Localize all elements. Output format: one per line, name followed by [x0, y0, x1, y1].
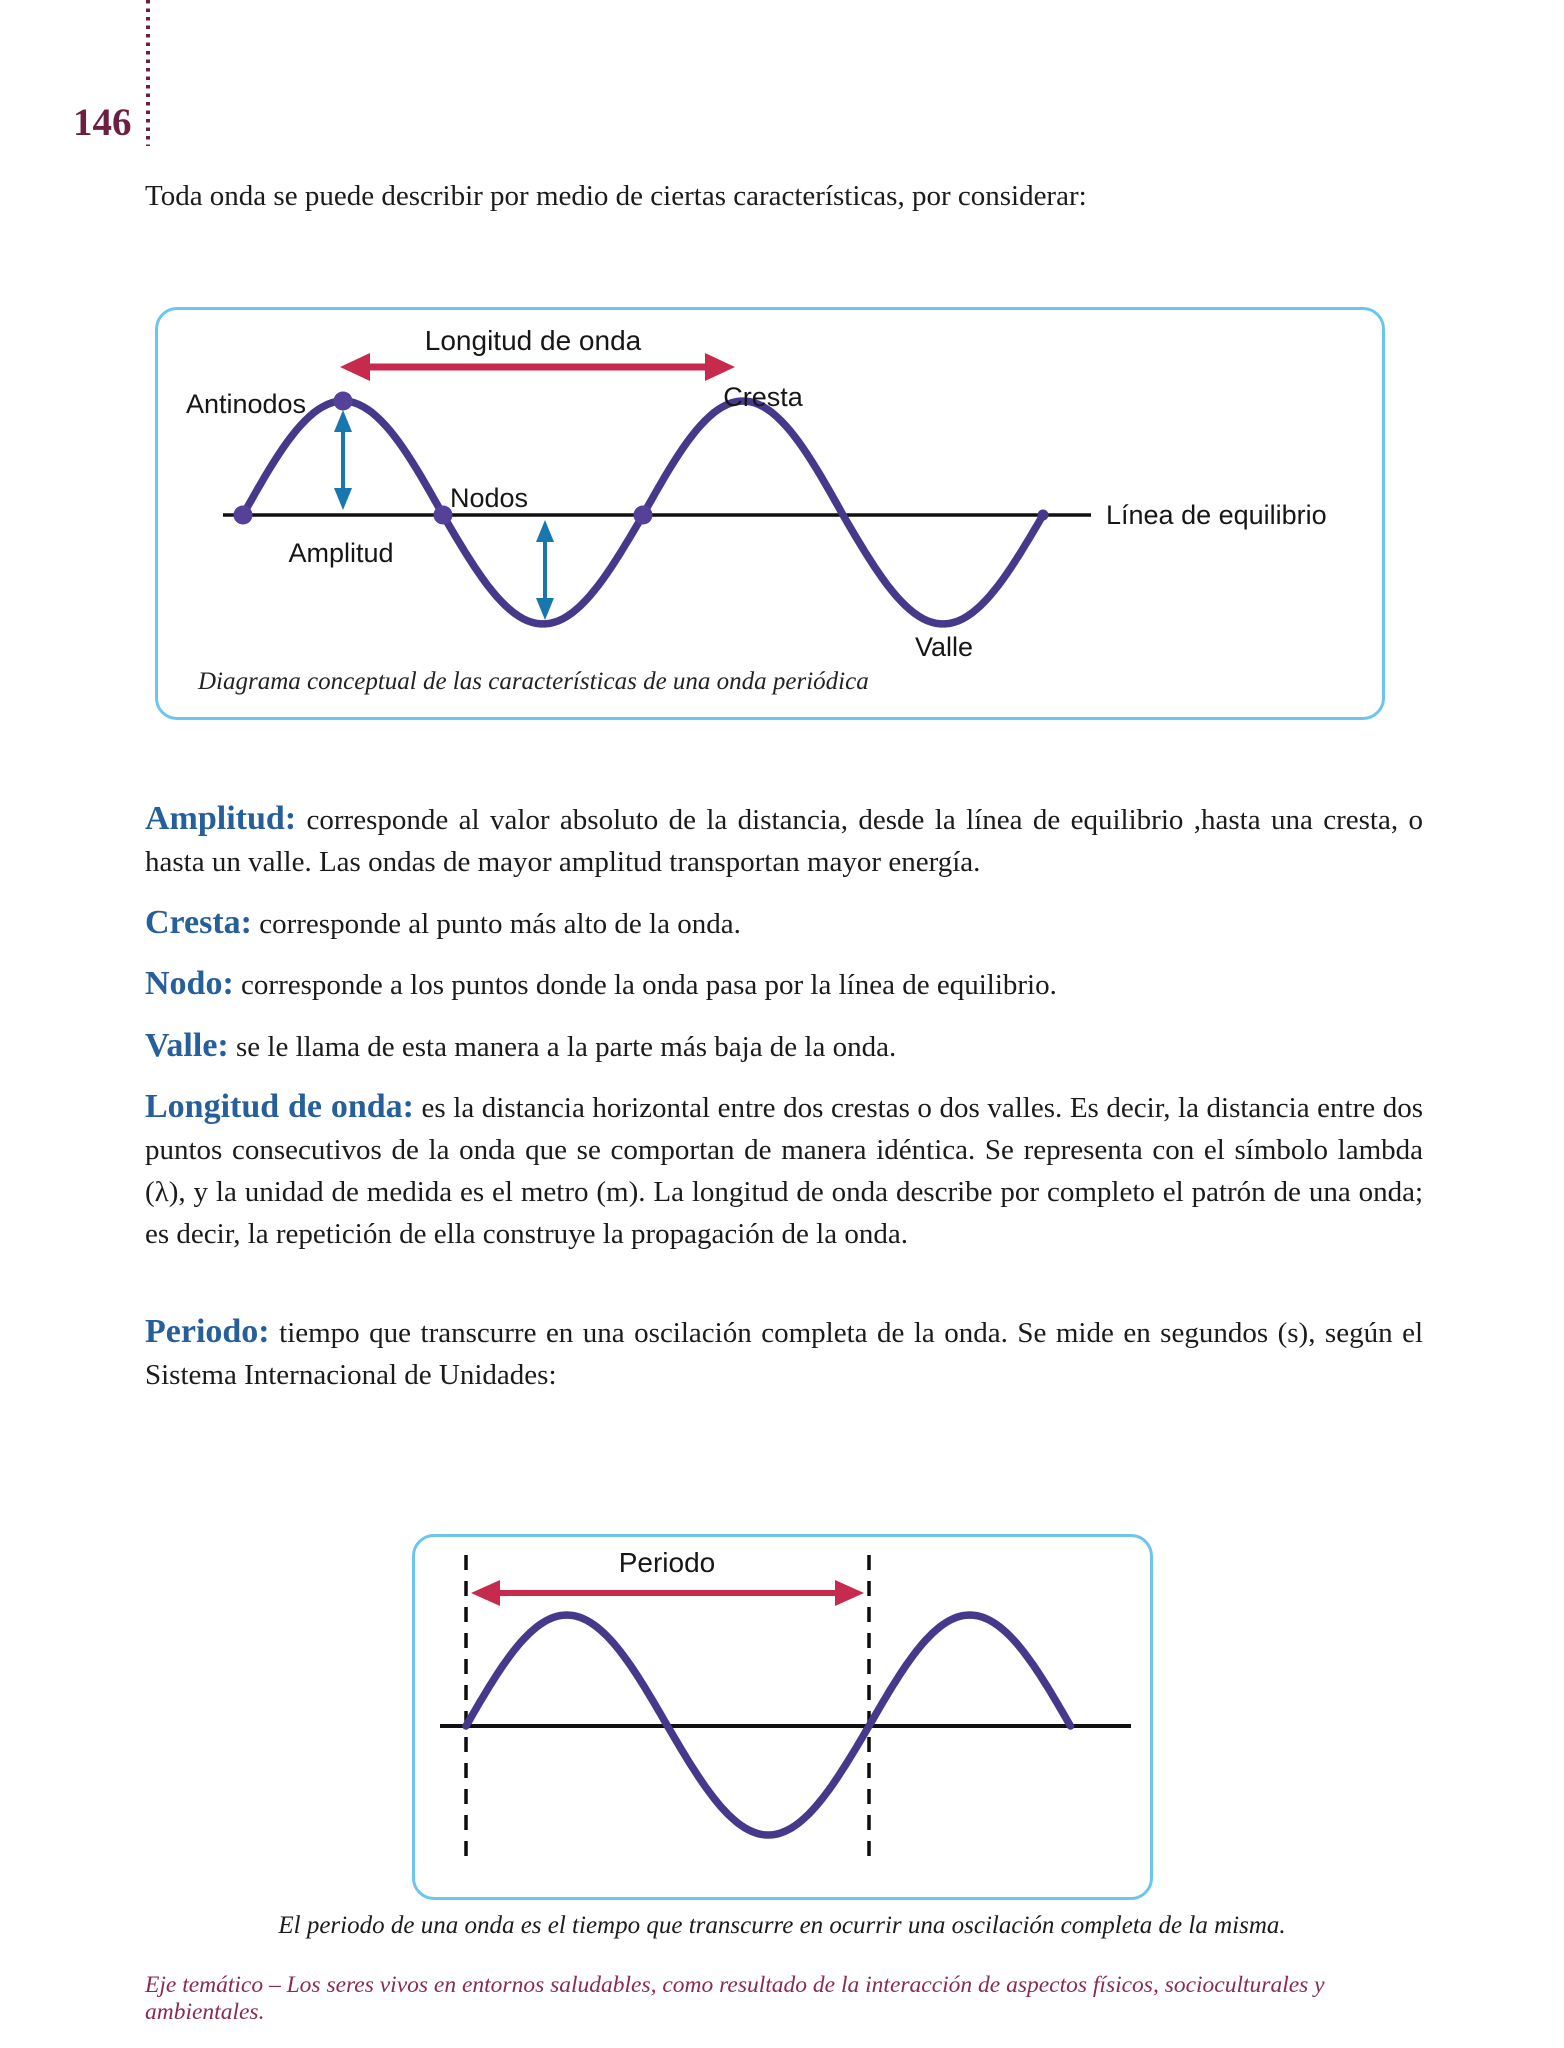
definition-text: corresponde a los puntos donde la onda pasa por la línea de equilibrio.: [241, 969, 1057, 1001]
definition-term: Longitud de onda:: [145, 1088, 414, 1125]
antinode-dot: [334, 392, 353, 411]
definition-longitud-de-onda: [145, 1087, 1423, 1255]
figure2-caption: El periodo de una onda es el tiempo que transcurre en ocurrir una oscilación completa de la misma.: [278, 1912, 1286, 1939]
period-label: Periodo: [618, 1547, 716, 1578]
equilibrium-line-label: Línea de equilibrio: [1106, 500, 1327, 530]
period-arrow: [471, 1580, 864, 1606]
definition-term: Valle:: [145, 1027, 229, 1064]
definition-term: Nodo:: [145, 965, 234, 1002]
nodes-label: Nodos: [450, 483, 529, 513]
definition-valle: [145, 1026, 1423, 1068]
period-figure: [412, 1534, 1153, 1900]
wavelength-label: Longitud de onda: [424, 325, 642, 356]
definition-amplitud: [145, 799, 1423, 883]
definition-periodo: [145, 1312, 1423, 1396]
node-dot: [634, 506, 653, 525]
definition-text: tiempo que transcurre en una oscilación completa de la onda. Se mide en segundos (s), según el Sistema Internacional de Unidades:: [145, 1317, 1424, 1391]
wave-characteristics-figure: [155, 307, 1385, 720]
amplitude-arrow-crest: [334, 410, 352, 510]
definition-cresta: [145, 903, 1423, 945]
antinodes-label: Antinodos: [185, 389, 307, 419]
wave-diagram: [158, 310, 1382, 717]
definition-nodo: [145, 964, 1423, 1006]
period-diagram: [415, 1537, 1150, 1897]
definition-term: Amplitud:: [145, 800, 297, 837]
wave-start-dot: [234, 506, 253, 525]
margin-dotted-line: [146, 0, 150, 146]
definition-text: corresponde al valor absoluto de la distancia, desde la línea de equilibrio ,hasta una cresta, o hasta un valle. Las ondas de mayor amplitud transportan mayor energía.: [145, 804, 1424, 878]
amplitude-arrow-trough: [536, 520, 554, 620]
crest-label: Cresta: [723, 382, 803, 412]
definition-text: es la distancia horizontal entre dos crestas o dos valles. Es decir, la distancia entre dos puntos consecutivos de la onda que se comportan de manera idéntica. Se representa con el símbolo lambda (λ), y la unidad de medida es el metro (m). La longitud de onda describe por completo el patrón de una onda; es decir, la repetición de ella construye la propagación de la onda.: [145, 1092, 1423, 1250]
wavelength-arrow: [340, 353, 735, 381]
definition-term: Periodo:: [145, 1313, 270, 1350]
amplitude-label: Amplitud: [288, 538, 394, 568]
trough-label: Valle: [914, 632, 974, 662]
definition-text: corresponde al punto más alto de la onda.: [259, 908, 741, 940]
definition-text: se le llama de esta manera a la parte más baja de la onda.: [236, 1031, 897, 1063]
intro-text: Toda onda se puede describir por medio de ciertas características, por considerar:: [145, 180, 1087, 212]
definition-term: Cresta:: [145, 904, 252, 941]
page-number: 146: [73, 101, 132, 144]
footer-text: Eje temático – Los seres vivos en entornos saludables, como resultado de la interacción de aspectos físicos, socioculturales y ambientales.: [145, 1972, 1325, 2025]
wave-end-dot: [1038, 510, 1049, 521]
figure1-caption: Diagrama conceptual de las características de una onda periódica: [198, 668, 869, 695]
